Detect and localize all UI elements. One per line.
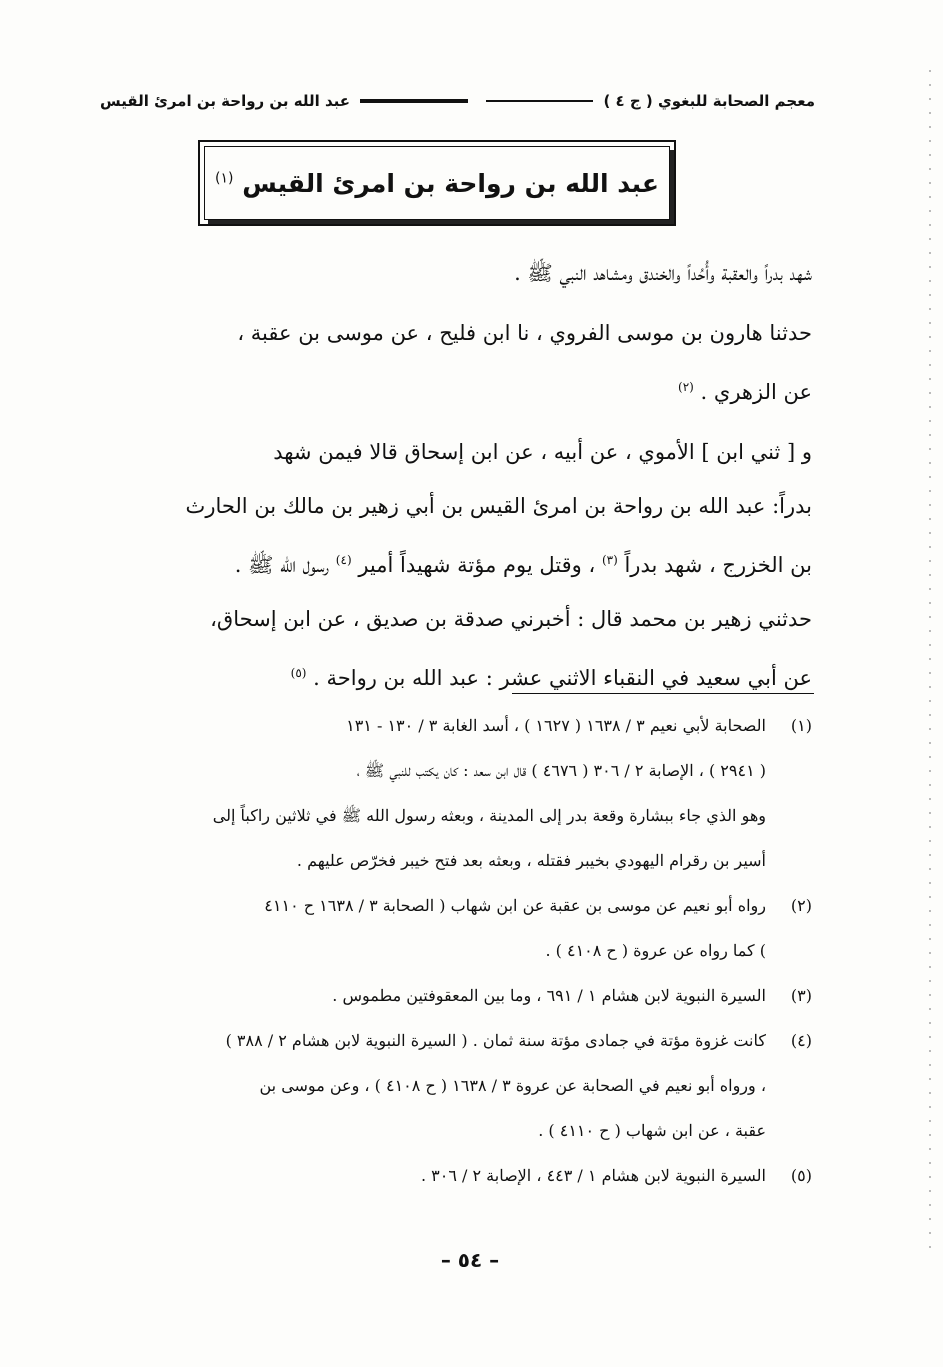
paragraph-3-line-3-part-1: بن الخزرج ، شهد بدراً	[624, 553, 812, 577]
scan-margin-dots	[929, 70, 931, 1260]
running-header	[100, 86, 815, 116]
footnote-ref-4: (٤)	[335, 553, 352, 567]
footnote-line: عقبة ، عن ابن شهاب ( ح ٤١١٠ ) .	[538, 1121, 766, 1140]
footnote-number: (١)	[790, 716, 812, 735]
entry-title-text: عبد الله بن رواحة بن امرئ القيس	[242, 168, 659, 198]
paragraph-3-line-1: و [ ثني ابن ] الأموي ، عن أبيه ، عن ابن إسحاق قالا فيمن شهد	[273, 440, 812, 464]
paragraph-2-line-2-text: عن الزهري .	[700, 380, 812, 404]
paragraph-3-line-3-part-2: ، وقتل يوم مؤتة شهيداً أمير	[358, 553, 596, 577]
footnote-line: السيرة النبوية لابن هشام ١ / ٦٩١ ، وما بين المعقوفتين مطموس .	[332, 986, 766, 1005]
footnotes	[100, 703, 812, 1198]
header-book-title: معجم الصحابة للبغوي ( ج ٤ )	[603, 92, 815, 110]
footnote-ref-3: (٣)	[601, 553, 618, 567]
footnote-4	[100, 1018, 812, 1153]
body-text	[100, 246, 812, 705]
footnote-line: ) كما رواه عن عروة ( ح ٤١٠٨ ) .	[545, 941, 766, 960]
footnote-number: (٢)	[790, 896, 812, 915]
header-rule	[360, 99, 468, 103]
footnote-line: وهو الذي جاء ببشارة وقعة بدر إلى المدينة ، وبعثه رسول الله ﷺ في ثلاثين راكباً إلى	[212, 806, 766, 825]
footnote-ref-2: (٢)	[678, 380, 694, 394]
header-entry-title: عبد الله بن رواحة بن امرئ القيس	[99, 92, 351, 110]
footnote-number: (٥)	[790, 1166, 812, 1185]
footnote-line: ( ٢٩٤١ ) ، الإصابة ٢ / ٣٠٦ ( ٤٦٧٦ ) قال ابن سعد : كان يكتب للنبي ﷺ ،	[356, 761, 766, 780]
footnote-1	[100, 703, 812, 883]
paragraph-3-line-2: بدراً: عبد الله بن رواحة بن امرئ القيس بن أبي زهير بن مالك بن الحارث	[185, 494, 812, 518]
paragraph-2-line-2	[100, 360, 812, 419]
footnote-line: كانت غزوة مؤتة في جمادى مؤتة سنة ثمان . ( السيرة النبوية لابن هشام ٢ / ٣٨٨ )	[225, 1031, 766, 1050]
paragraph-4-line-2-text: عن أبي سعيد في النقباء الاثني عشر : عبد الله بن رواحة .	[313, 666, 812, 690]
entry-title-ref: (١)	[215, 170, 234, 187]
title-box	[198, 140, 676, 226]
paragraph-4-line-2	[100, 646, 812, 705]
paragraph-4-line-1: حدثني زهير بن محمد قال : أخبرني صدقة بن صديق ، عن ابن إسحاق،	[210, 607, 812, 631]
paragraph-3-line-3-part-3: رسول الله ﷺ .	[234, 553, 330, 577]
footnote-line: رواه أبو نعيم عن موسى بن عقبة عن ابن شهاب ( الصحابة ٣ / ١٦٣٨ ح ٤١١٠	[264, 896, 766, 915]
footnote-text	[100, 1153, 766, 1198]
footnote-ref-5: (٥)	[290, 666, 307, 680]
footnote-5	[100, 1153, 812, 1198]
paragraph-2-line-1: حدثنا هارون بن موسى الفروي ، نا ابن فليح ، عن موسى بن عقبة ،	[237, 321, 812, 345]
footnote-line: السيرة النبوية لابن هشام ١ / ٤٤٣ ، الإصابة ٢ / ٣٠٦ .	[420, 1166, 766, 1185]
entry-title	[215, 169, 659, 198]
footnote-text	[100, 973, 766, 1018]
footnote-text	[100, 883, 766, 973]
footnote-line: ، ورواه أبو نعيم في الصحابة عن عروة ٣ / ١٦٣٨ ( ح ٤١٠٨ ) ، وعن موسى بن	[259, 1076, 766, 1095]
footnote-3	[100, 973, 812, 1018]
footnote-line: أسير بن رقرام اليهودي بخيبر فقتله ، وبعثه بعد فتح خيبر فخرّص عليهم .	[296, 851, 766, 870]
footnote-text	[100, 703, 766, 883]
footnote-separator	[512, 693, 814, 694]
header-rule-thin	[486, 100, 594, 102]
footnote-text	[100, 1018, 766, 1153]
footnote-line: الصحابة لأبي نعيم ٣ / ١٦٣٨ ( ١٦٢٧ ) ، أسد الغابة ٣ / ١٣٠ - ١٣١	[346, 716, 766, 735]
footnote-number: (٤)	[790, 1031, 812, 1050]
title-box-inner	[204, 146, 670, 220]
page-number: – ٥٤ –	[440, 1248, 500, 1272]
footnote-number: (٣)	[790, 986, 812, 1005]
paragraph-1: شهد بدراً والعقبة وأُحُداً والخندق ومشاهد النبي ﷺ .	[514, 261, 812, 285]
footnote-2	[100, 883, 812, 973]
paragraph-3-line-3	[100, 533, 812, 592]
